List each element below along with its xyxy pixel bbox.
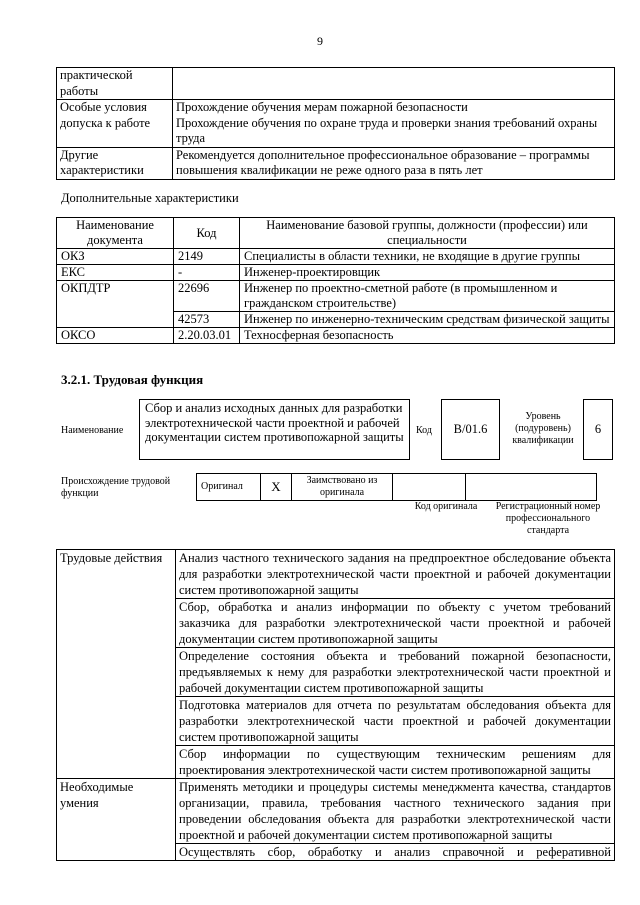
row-value: Рекомендуется дополнительное профессиональное образование – программы повышения квалификации не реже одного раза в пять лет bbox=[173, 147, 615, 179]
doc-cell: ОКПДТР bbox=[57, 281, 174, 328]
name-label: Наименование bbox=[61, 425, 124, 436]
reg-number-cell bbox=[466, 474, 597, 501]
doc-cell: ОКЗ bbox=[57, 249, 174, 265]
column-header: Наименование документа bbox=[57, 218, 174, 249]
row-label: Особые условия допуска к работе bbox=[57, 100, 173, 148]
name-cell: Специалисты в области техники, не входящие в другие группы bbox=[240, 249, 615, 265]
action-item: Определение состояния объекта и требований пожарной безопасности, предъявляемых к нему для разработки электротехнической части проектной и рабочей документации систем противопожарной защиты bbox=[176, 648, 615, 697]
table-row bbox=[57, 328, 615, 344]
action-item: Сбор, обработка и анализ информации по объекту с учетом требований заказчика для разработки электротехнической части проектной и рабочей документации систем противопожарной защиты bbox=[176, 599, 615, 648]
code-label: Код bbox=[416, 425, 432, 436]
row-label: практической работы bbox=[57, 68, 173, 100]
origin-label: Происхождение трудовой функции bbox=[61, 476, 171, 499]
row-value bbox=[173, 100, 615, 148]
table-row bbox=[57, 265, 615, 281]
table-row bbox=[57, 249, 615, 265]
code-cell: - bbox=[174, 265, 240, 281]
skills-label: Необходимые умения bbox=[57, 779, 176, 861]
name-cell: Техносферная безопасность bbox=[240, 328, 615, 344]
name-cell: Инженер-проектировщик bbox=[240, 265, 615, 281]
origin-table bbox=[196, 473, 597, 501]
table-row bbox=[57, 550, 615, 599]
original-mark: X bbox=[261, 474, 292, 501]
code-cell: 22696 bbox=[174, 281, 240, 312]
table-row bbox=[57, 100, 615, 148]
qualification-level: 6 bbox=[583, 399, 613, 460]
column-header: Наименование базовой группы, должности (профессии) или специальности bbox=[240, 218, 615, 249]
skill-item: Осуществлять сбор, обработку и анализ справочной и реферативной bbox=[176, 844, 615, 861]
action-item: Сбор информации по существующим техническим решениям для проектирования электротехнической части систем противопожарной защиты bbox=[176, 746, 615, 779]
function-name: Сбор и анализ исходных данных для разработки электротехнической части проектной и рабочей документации систем противопожарной защиты bbox=[139, 399, 410, 460]
level-label: Уровень (подуровень) квалификации bbox=[512, 411, 574, 446]
value-line: Прохождение обучения мерам пожарной безопасности bbox=[176, 100, 468, 114]
skill-item: Применять методики и процедуры системы менеджмента качества, стандартов организации, правила, требования частного технического задания при проведении обследования объекта для разработки электротехнической части проектной и рабочей документации систем противопожарной защиты bbox=[176, 779, 615, 844]
row-value bbox=[173, 68, 615, 100]
page-number: 9 bbox=[317, 34, 323, 48]
additional-characteristics-table bbox=[56, 217, 615, 344]
action-item: Анализ частного технического задания на предпроектное обследование объекта для разработки электротехнической части проектной и рабочей документации систем противопожарной защиты bbox=[176, 550, 615, 599]
section-title: 3.2.1. Трудовая функция bbox=[61, 372, 204, 387]
name-cell: Инженер по инженерно-техническим средствам физической защиты bbox=[240, 312, 615, 328]
row-label: Другие характеристики bbox=[57, 147, 173, 179]
table-row bbox=[197, 474, 597, 501]
requirements-table bbox=[56, 67, 615, 180]
original-label: Оригинал bbox=[197, 474, 261, 501]
value-line: Прохождение обучения по охране труда и проверки знания требований охраны труда bbox=[176, 115, 598, 145]
code-cell: 2149 bbox=[174, 249, 240, 265]
doc-cell: ОКСО bbox=[57, 328, 174, 344]
column-header: Код bbox=[174, 218, 240, 249]
reg-number-caption: Регистрационный номер профессионального стандарта bbox=[495, 501, 601, 536]
table-row bbox=[57, 147, 615, 179]
labor-function-table bbox=[56, 549, 615, 861]
origin-code-cell bbox=[393, 474, 466, 501]
code-cell: 2.20.03.01 bbox=[174, 328, 240, 344]
borrowed-label: Заимствовано из оригинала bbox=[292, 474, 393, 501]
table-row bbox=[57, 68, 615, 100]
function-code: B/01.6 bbox=[441, 399, 500, 460]
table-row bbox=[57, 779, 615, 844]
doc-cell: ЕКС bbox=[57, 265, 174, 281]
table-header-row bbox=[57, 218, 615, 249]
additional-characteristics-title: Дополнительные характеристики bbox=[61, 191, 239, 205]
name-cell: Инженер по проектно-сметной работе (в промышленном и гражданском строительстве) bbox=[240, 281, 615, 312]
action-item: Подготовка материалов для отчета по результатам обследования объекта для разработки электротехнической части проектной и рабочей документации систем противопожарной защиты bbox=[176, 697, 615, 746]
original-code-caption: Код оригинала bbox=[414, 501, 478, 512]
actions-label: Трудовые действия bbox=[57, 550, 176, 779]
table-row bbox=[57, 281, 615, 312]
code-cell: 42573 bbox=[174, 312, 240, 328]
